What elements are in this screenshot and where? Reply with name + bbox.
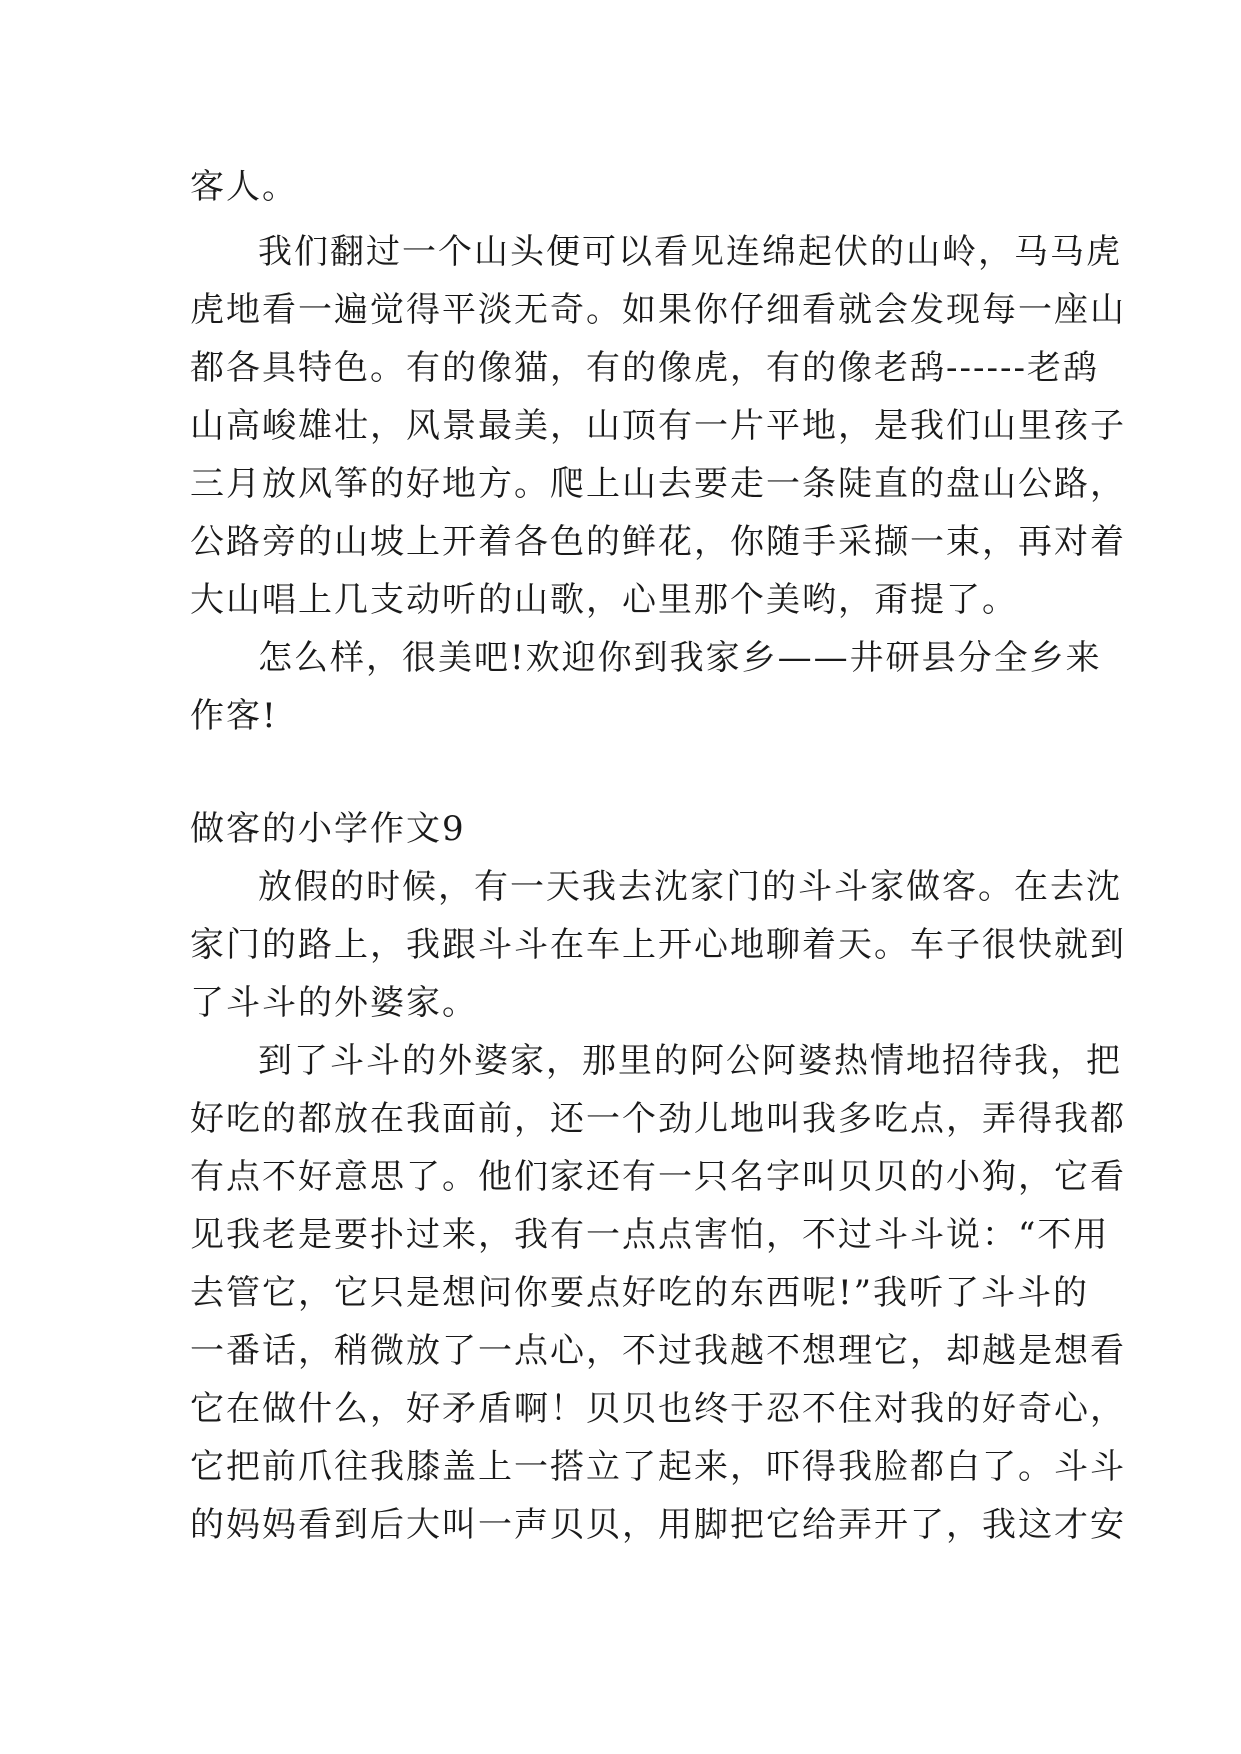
text-line: 虎地看一遍觉得平淡无奇。如果你仔细看就会发现每一座山 — [190, 290, 1126, 330]
section-heading: 做客的小学作文9 — [190, 809, 466, 849]
text-line: 都各具特色。有的像猫，有的像虎，有的像老鸹------老鸹 — [190, 348, 1099, 388]
paragraph-start-line: 到了斗斗的外婆家，那里的阿公阿婆热情地招待我，把 — [258, 1041, 1122, 1081]
text-line: 大山唱上几支动听的山歌，心里那个美哟，甭提了。 — [190, 580, 1018, 620]
text-line: 好吃的都放在我面前，还一个劲儿地叫我多吃点，弄得我都 — [190, 1099, 1126, 1139]
text-line: 公路旁的山坡上开着各色的鲜花，你随手采撷一束，再对着 — [190, 522, 1126, 562]
text-line: 作客! — [190, 696, 278, 736]
text-line: 去管它，它只是想问你要点好吃的东西呢!”我听了斗斗的 — [190, 1273, 1090, 1313]
text-line: 家门的路上，我跟斗斗在车上开心地聊着天。车子很快就到 — [190, 925, 1126, 965]
text-line: 它在做什么，好矛盾啊！贝贝也终于忍不住对我的好奇心， — [190, 1389, 1126, 1429]
paragraph-start-line: 怎么样，很美吧!欢迎你到我家乡——井研县分全乡来 — [258, 638, 1102, 678]
text-line: 三月放风筝的好地方。爬上山去要走一条陡直的盘山公路， — [190, 464, 1126, 504]
paragraph-start-line: 我们翻过一个山头便可以看见连绵起伏的山岭，马马虎 — [258, 232, 1122, 272]
text-line: 它把前爪往我膝盖上一搭立了起来，吓得我脸都白了。斗斗 — [190, 1447, 1126, 1487]
text-line: 见我老是要扑过来，我有一点点害怕，不过斗斗说：“不用 — [190, 1215, 1110, 1255]
text-line: 客人。 — [190, 167, 298, 207]
text-line: 山高峻雄壮，风景最美，山顶有一片平地，是我们山里孩子 — [190, 406, 1126, 446]
text-line: 的妈妈看到后大叫一声贝贝，用脚把它给弄开了，我这才安 — [190, 1505, 1126, 1545]
text-line: 一番话，稍微放了一点心，不过我越不想理它，却越是想看 — [190, 1331, 1126, 1371]
text-line: 了斗斗的外婆家。 — [190, 983, 478, 1023]
paragraph-start-line: 放假的时候，有一天我去沈家门的斗斗家做客。在去沈 — [258, 867, 1122, 907]
text-line: 有点不好意思了。他们家还有一只名字叫贝贝的小狗，它看 — [190, 1157, 1126, 1197]
